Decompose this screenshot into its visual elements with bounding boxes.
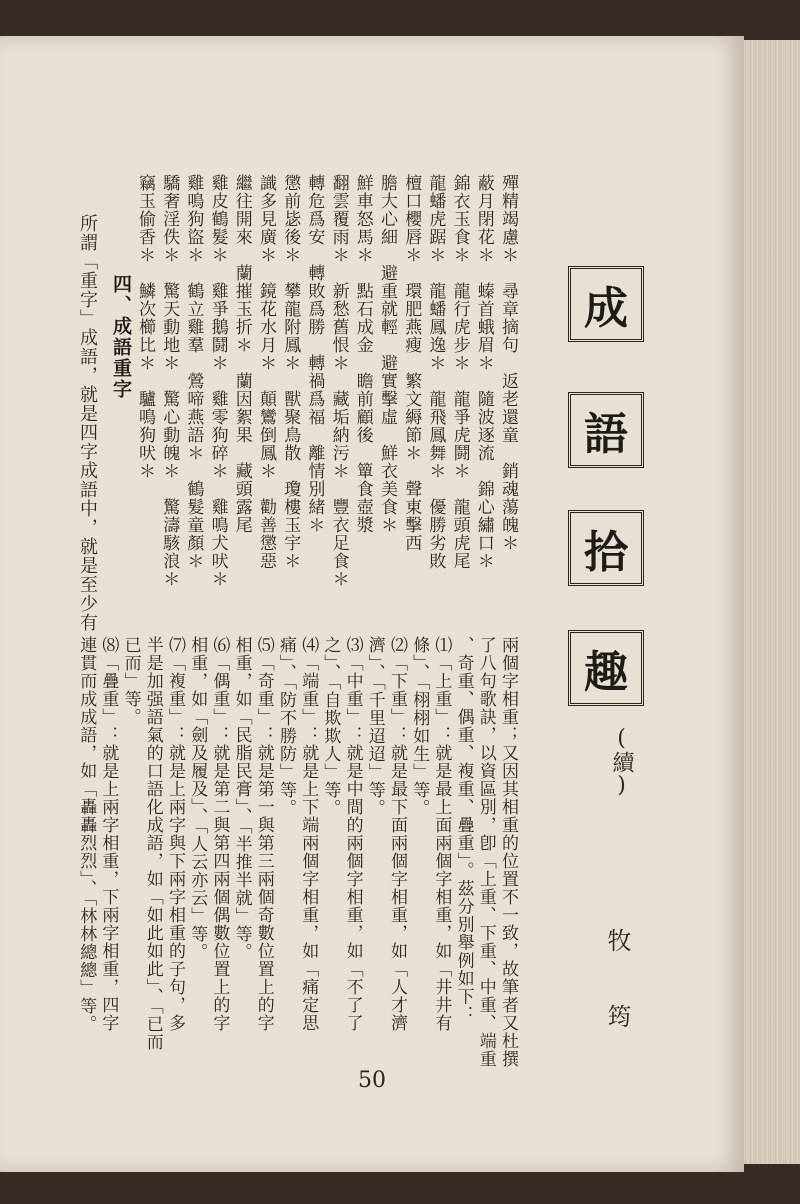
title-char-3: 拾 [568, 510, 644, 586]
idiom-column: 錦衣玉食＊ 龍行虎步＊ 龍爭虎鬪＊ 龍頭虎尾 [449, 174, 470, 570]
book-page-edges [738, 40, 800, 1164]
title-char-4: 趣 [568, 630, 644, 706]
text-column: ⑵「下重」：就是最下面兩個字相重，如「人才濟 [387, 636, 407, 1032]
text-column: 了八句歌訣，以資區別，卽「上重、下重、中重、端重 [475, 636, 496, 1068]
idiom-column: 竊玉偷香＊ 鱗次櫛比＊ 驢鳴狗吠＊ [135, 174, 155, 480]
idiom-column: 轉危爲安 轉敗爲勝 轉禍爲福 離情別緒＊ [304, 174, 325, 534]
text-column: 相重，如「民脂民膏」、「半推半就」等。 [231, 636, 252, 961]
text-column: 已而」等。 [120, 636, 141, 726]
idiom-column: 蔽月閉花＊ 螓首蛾眉＊ 隨波逐流 錦心繡口＊ [473, 174, 494, 570]
idiom-column: 雞皮鶴髮＊ 雞爭鵝鬪＊ 雞零狗碎＊ 雞鳴犬吠＊ [207, 174, 228, 588]
idiom-column: 雞鳴狗盜＊ 鶴立雞羣 鶯啼燕語＊ 鶴髮童顏＊ [183, 174, 204, 570]
text-column: 、奇重、偶重、複重、疊重」。茲分別舉例如下： [453, 636, 474, 1024]
idiom-column: 膽大心細 避重就輕 避實擊虛 鮮衣美食＊ [377, 174, 397, 534]
text-column: 濟」、「千里迢迢」等。 [364, 636, 385, 817]
text-column: 之」、「自欺欺人」等。 [320, 636, 341, 817]
title-char-2: 語 [568, 392, 644, 468]
idiom-column: 驕奢淫佚＊ 驚天動地＊ 驚心動魄＊ 驚濤駭浪＊ [159, 174, 180, 588]
idiom-column: 翻雲覆雨＊ 新愁舊恨＊ 藏垢納污＊ 豐衣足食＊ [328, 174, 349, 588]
idiom-column: 識多見廣＊ 鏡花水月＊ 顛鸞倒鳳＊ 勸善懲惡 [256, 174, 276, 570]
text-column: ⑹「偶重」：就是第二與第四兩個偶數位置上的字 [209, 636, 230, 1032]
text-column: ⑶「中重」：就是中間的兩個字相重，如「不了了 [342, 636, 363, 1032]
text-column: 條」、「栩栩如生」等。 [409, 636, 430, 817]
text-column: ⑴「上重」：就是最上面兩個字相重，如「井井有 [431, 636, 452, 1032]
intro-column: 所謂「重字」成語，就是四字成語中，就是至少有 [77, 214, 98, 632]
author-name: 牧 筠 [603, 928, 631, 1040]
text-column: 連貫而成成語，如「轟轟烈烈」、「林林總總」等。 [76, 636, 97, 1033]
title-suffix: (續) [609, 726, 634, 798]
idiom-column: 殫精竭慮＊ 尋章摘句 返老還童 銷魂蕩魄＊ [498, 174, 518, 552]
text-column: 相重，如「劍及履及」、「人云亦云」等。 [187, 636, 208, 961]
text-column: ⑺「複重」：就是上兩字與下兩字相重的子句，多 [165, 636, 185, 1032]
title-char-1: 成 [568, 266, 644, 342]
idiom-column: 檀口櫻唇＊ 環肥燕瘦 繁文縟節＊ 聲東擊西 [401, 174, 422, 552]
idiom-column: 懲前毖後＊ 攀龍附鳳＊ 獸聚鳥散 瓊樓玉宇＊ [280, 174, 301, 570]
idiom-column: 繼往開來 蘭摧玉折＊ 蘭因絮果 藏頭露尾 [231, 174, 252, 534]
text-column: ⑻「疊重」：就是上兩字相重，下兩字相重，四字 [98, 636, 119, 1032]
text-column: 兩個字相重；又因其相重的位置不一致，故筆者又杜撰 [498, 636, 518, 1068]
idiom-column: 龍蟠虎踞＊ 龍蟠鳳逸＊ 龍飛鳳舞＊ 優勝劣敗 [425, 174, 446, 570]
text-column: ⑷「端重」：就是上下端兩個字相重，如「痛定思 [298, 636, 319, 1032]
text-column: ⑸「奇重」：就是第一與第三兩個奇數位置上的字 [253, 636, 274, 1032]
page-number: 50 [358, 1068, 386, 1093]
idiom-column: 鮮車怒馬＊ 點石成金 瞻前顧後 簞食壺漿 [352, 174, 373, 534]
text-column: 痛」、「防不勝防」等。 [276, 636, 296, 817]
text-column: 半是加强語氣的口語化成語，如「如此如此」、「已而 [142, 636, 163, 1051]
section-heading: 四、成語重字 [110, 274, 132, 400]
